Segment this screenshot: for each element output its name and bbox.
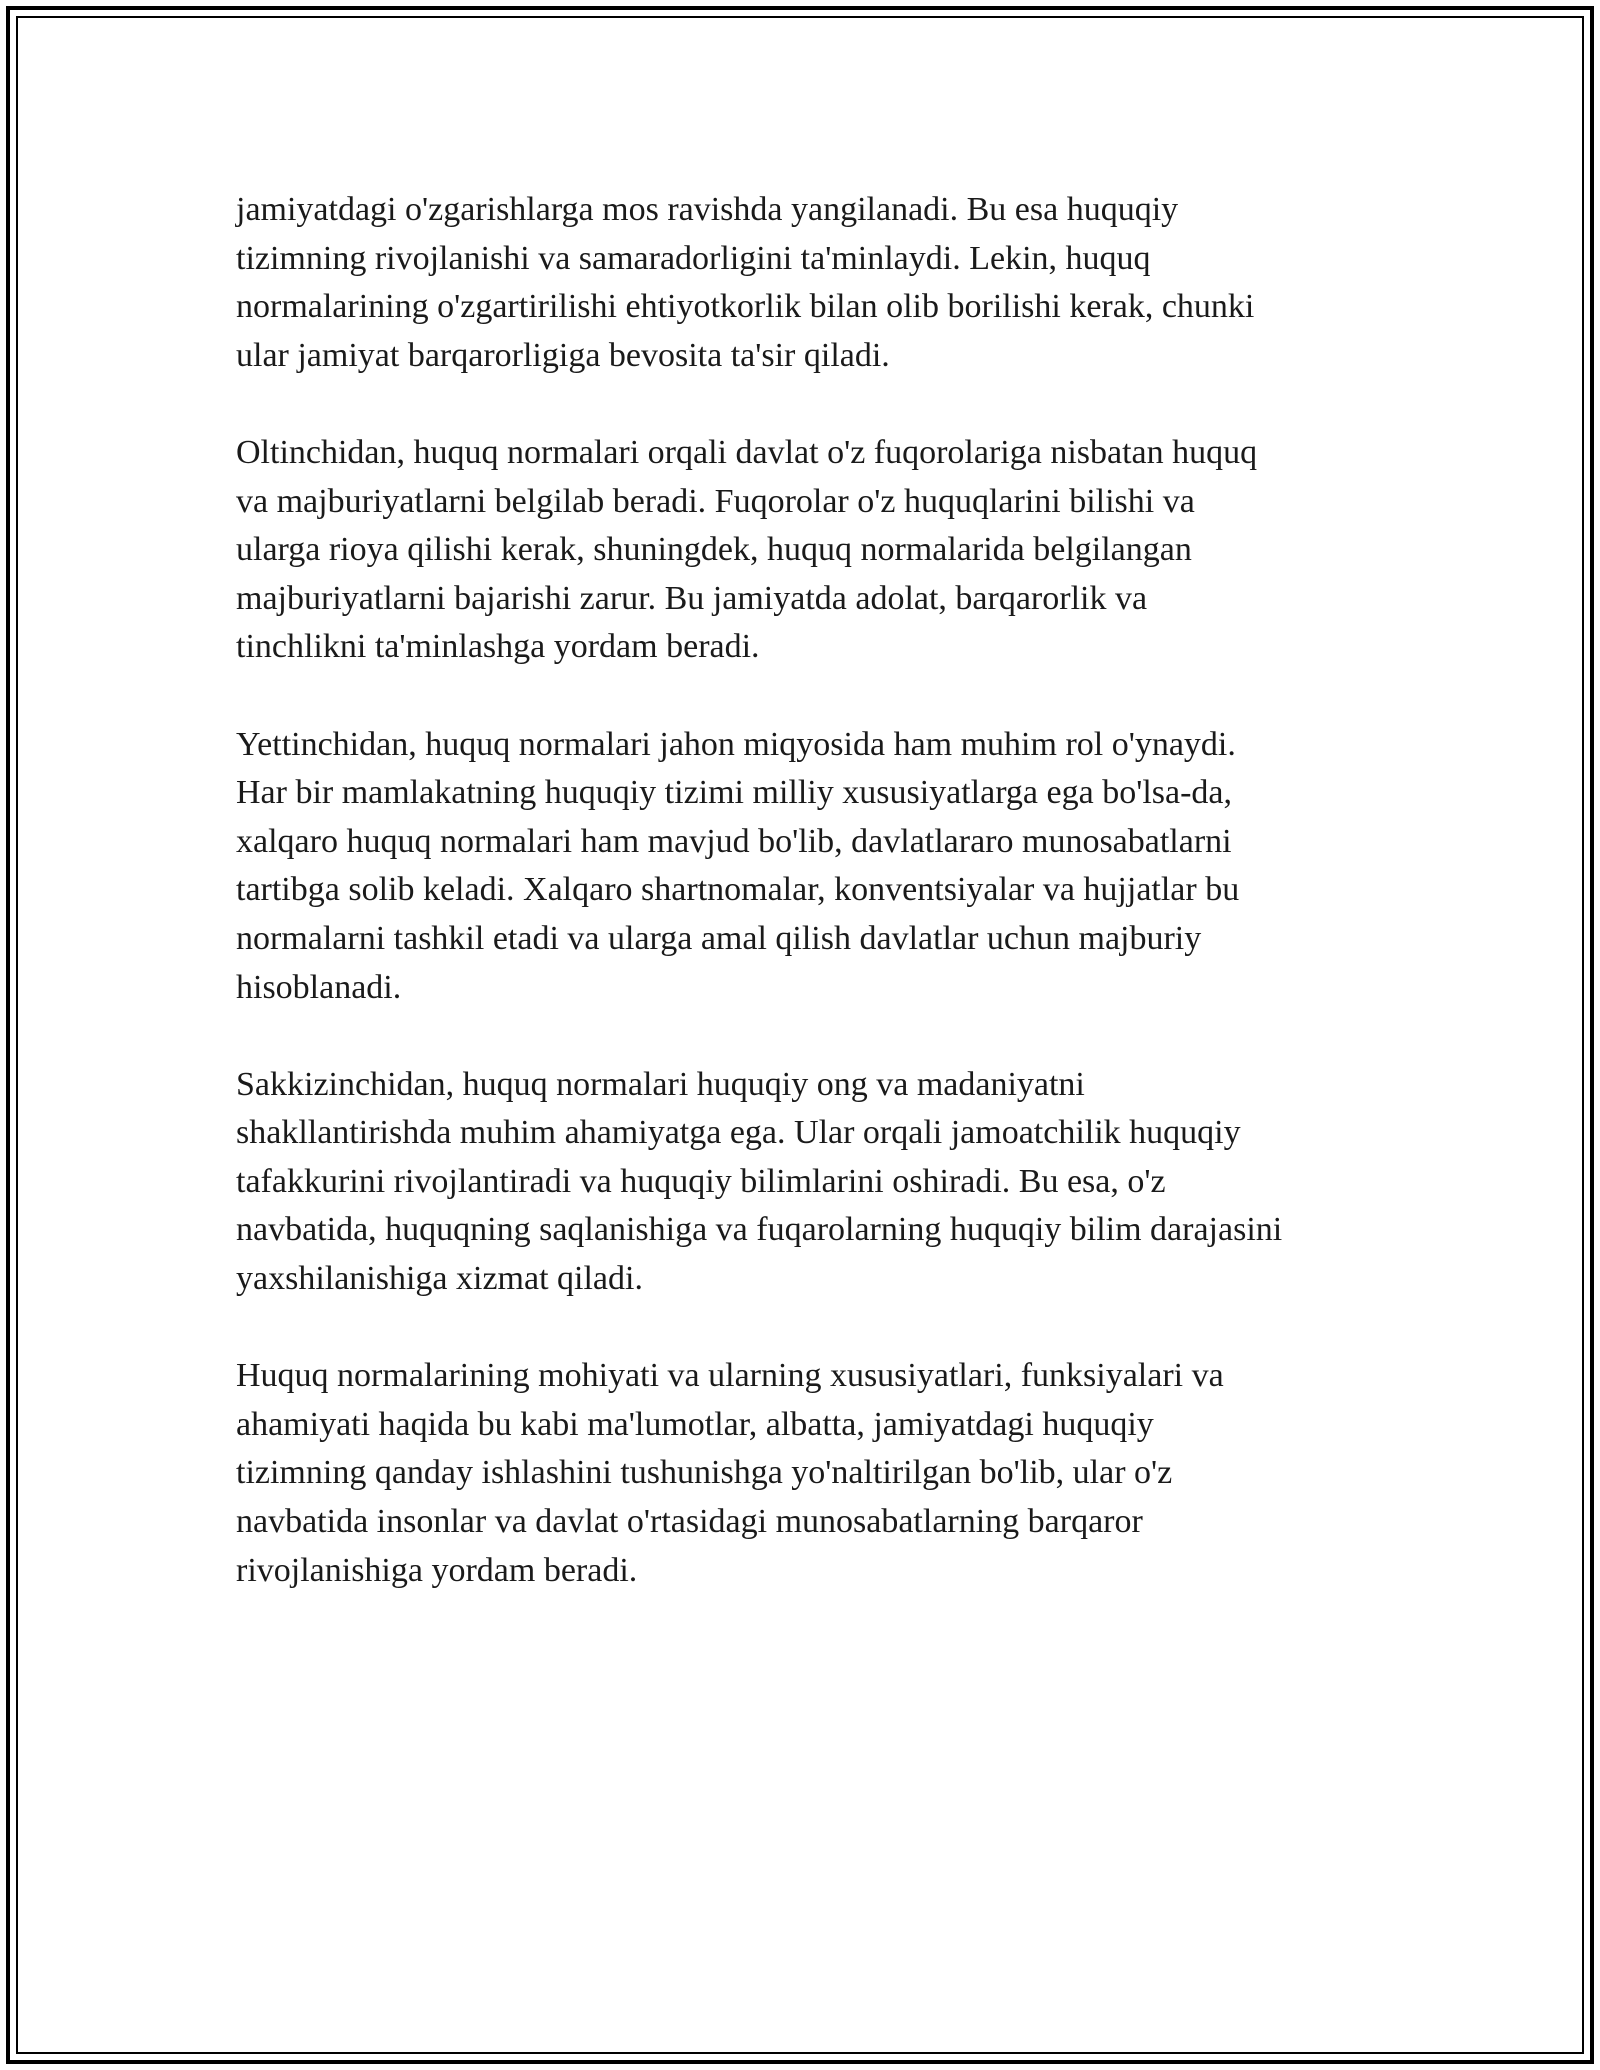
text-line: Yettinchidan, huquq normalari jahon miqyosida ham muhim rol o'ynaydi. <box>236 725 1236 763</box>
text-line: shakllantirishda muhim ahamiyatga ega. Ular orqali jamoatchilik huquqiy <box>236 1114 1241 1152</box>
text-line: ahamiyati haqida bu kabi ma'lumotlar, albatta, jamiyatdagi huquqiy <box>236 1405 1154 1443</box>
text-line: tizimning qanday ishlashini tushunishga yo'naltirilgan bo'lib, ular o'z <box>236 1454 1173 1492</box>
paragraph-5 <box>236 1352 1376 1595</box>
text-line: jamiyatdagi o'zgarishlarga mos ravishda yangilanadi. Bu esa huquqiy <box>236 191 1179 228</box>
text-line: Oltinchidan, huquq normalari orqali davlat o'z fuqorolariga nisbatan huquq <box>236 433 1258 471</box>
text-line: Huquq normalarining mohiyati va ularning xususiyatlari, funksiyalari va <box>236 1357 1224 1395</box>
text-line: xalqaro huquq normalari ham mavjud bo'lib, davlatlararo munosabatlarni <box>236 822 1232 860</box>
document-body <box>236 186 1376 1644</box>
paragraph-3 <box>236 721 1376 1013</box>
text-line: tartibga solib keladi. Xalqaro shartnomalar, konventsiyalar va hujjatlar bu <box>236 871 1240 909</box>
text-line: tinchlikni ta'minlashga yordam beradi. <box>236 628 760 666</box>
text-line: yaxshilanishiga xizmat qiladi. <box>236 1260 643 1298</box>
text-line: tizimning rivojlanishi va samaradorligini ta'minlaydi. Lekin, huquq <box>236 239 1151 277</box>
text-line: hisoblanadi. <box>236 968 402 1006</box>
text-line: Sakkizinchidan, huquq normalari huquqiy ong va madaniyatni <box>236 1065 1085 1103</box>
text-line: ularga rioya qilishi kerak, shuningdek, huquq normalarida belgilangan <box>236 531 1192 569</box>
text-line: rivojlanishiga yordam beradi. <box>236 1551 638 1589</box>
text-line: navbatida, huquqning saqlanishiga va fuqarolarning huquqiy bilim darajasini <box>236 1211 1283 1249</box>
text-line: Har bir mamlakatning huquqiy tizimi milliy xususiyatlarga ega bo'lsa-da, <box>236 774 1233 812</box>
text-line: normalarining o'zgartirilishi ehtiyotkorlik bilan olib borilishi kerak, chunki <box>236 288 1255 326</box>
paragraph-2 <box>236 429 1376 672</box>
text-line: tafakkurini rivojlantiradi va huquqiy bilimlarini oshiradi. Bu esa, o'z <box>236 1162 1166 1200</box>
text-line: navbatida insonlar va davlat o'rtasidagi munosabatlarning barqaror <box>236 1503 1143 1541</box>
paragraph-1 <box>236 186 1376 380</box>
text-line: majburiyatlarni bajarishi zarur. Bu jamiyatda adolat, barqarorlik va <box>236 579 1148 617</box>
text-line: normalarni tashkil etadi va ularga amal qilish davlatlar uchun majburiy <box>236 919 1202 957</box>
text-line: ular jamiyat barqarorligiga bevosita ta'sir qiladi. <box>236 336 890 374</box>
text-line: va majburiyatlarni belgilab beradi. Fuqorolar o'z huquqlarini bilishi va <box>236 482 1195 520</box>
paragraph-4 <box>236 1061 1376 1304</box>
